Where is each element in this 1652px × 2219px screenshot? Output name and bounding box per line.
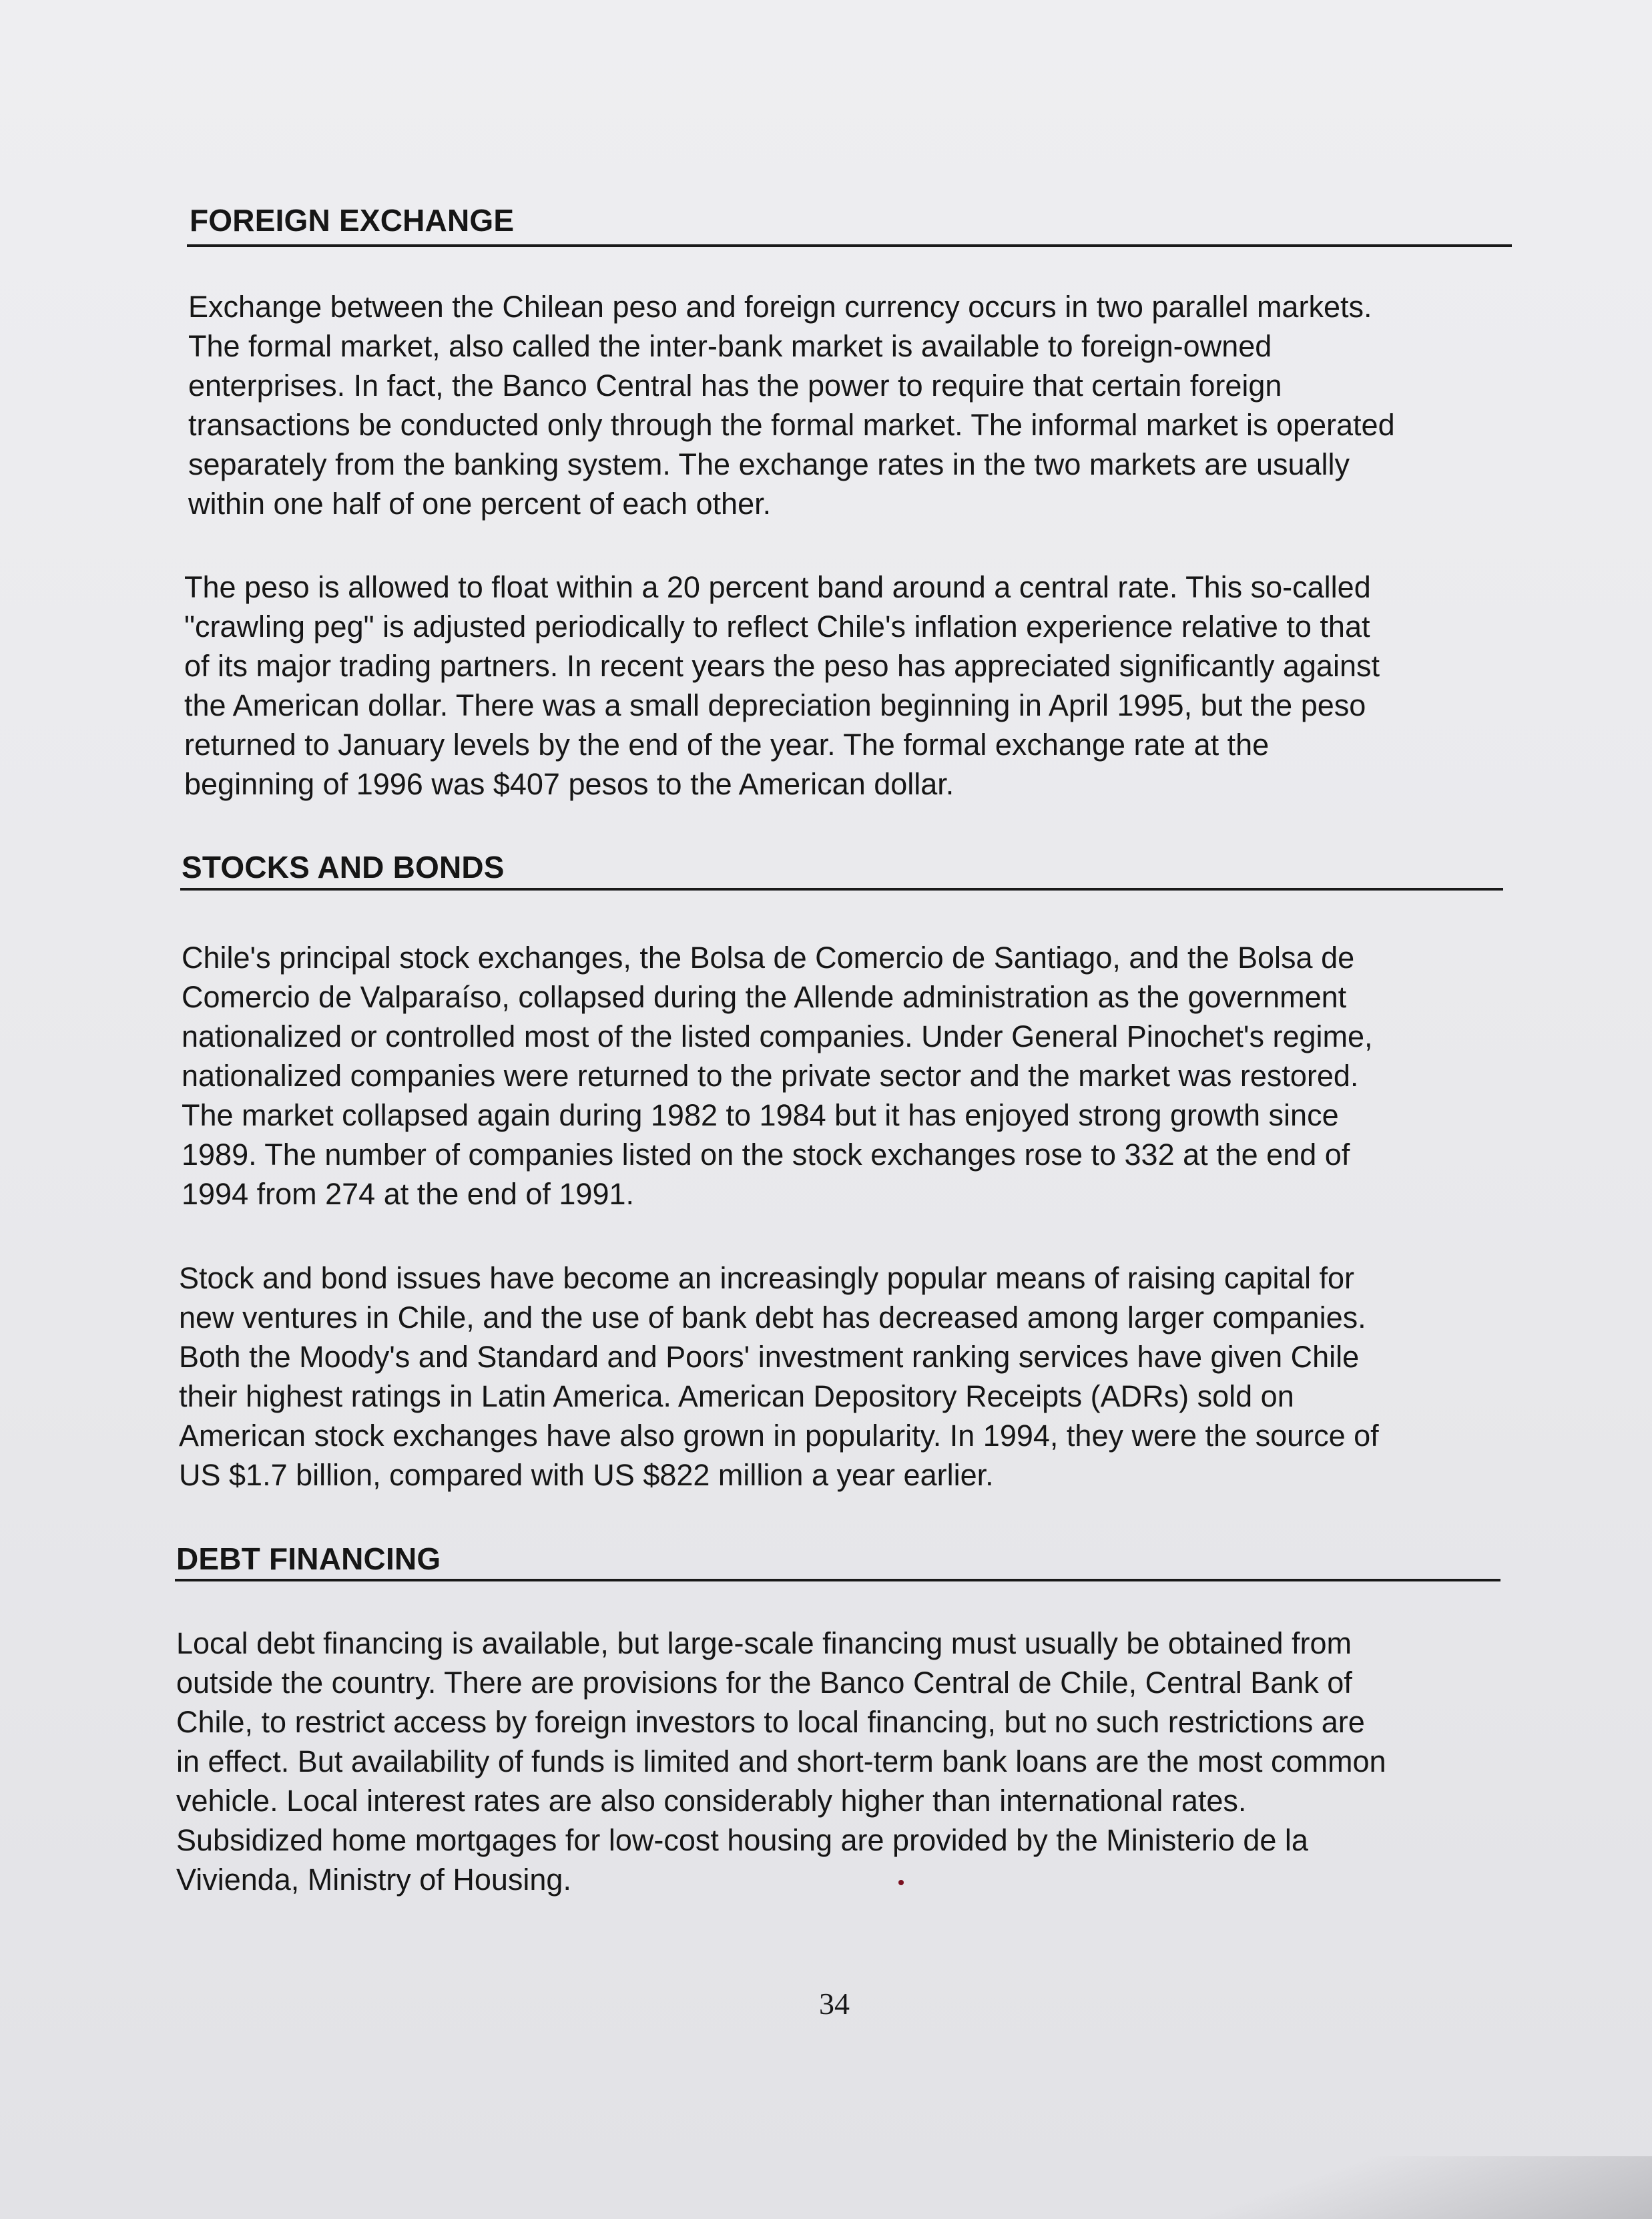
text-line: The market collapsed again during 1982 to 1984 but it has enjoyed strong growth since [182, 1098, 1339, 1132]
page-number: 34 [819, 1987, 850, 2021]
text-line: Chile, to restrict access by foreign investors to local financing, but no such restrictions are [176, 1705, 1365, 1739]
section-rule [187, 244, 1512, 247]
text-line: the American dollar. There was a small depreciation beginning in April 1995, but the peso [184, 688, 1366, 722]
paragraph [184, 567, 1380, 804]
section-rule [175, 1579, 1500, 1581]
ink-speck [898, 1880, 904, 1885]
text-line: outside the country. There are provisions for the Banco Central de Chile, Central Bank of [176, 1666, 1352, 1700]
text-line: Subsidized home mortgages for low-cost housing are provided by the Ministerio de la [176, 1823, 1308, 1857]
text-line: Both the Moody's and Standard and Poors' investment ranking services have given Chile [179, 1340, 1360, 1374]
text-line: of its major trading partners. In recent years the peso has appreciated significantly against [184, 649, 1380, 683]
text-line: Stock and bond issues have become an increasingly popular means of raising capital for [179, 1261, 1355, 1295]
text-line: The formal market, also called the inter-bank market is available to foreign-owned [188, 329, 1272, 363]
paragraph [179, 1258, 1379, 1495]
text-line: Comercio de Valparaíso, collapsed during the Allende administration as the government [182, 980, 1347, 1014]
text-line: Vivienda, Ministry of Housing. [176, 1863, 571, 1897]
paragraph [182, 938, 1373, 1214]
page-shadow [1168, 2156, 1652, 2219]
text-line: Local debt financing is available, but large-scale financing must usually be obtained from [176, 1626, 1352, 1660]
text-line: their highest ratings in Latin America. American Depository Receipts (ADRs) sold on [179, 1379, 1294, 1413]
text-line: within one half of one percent of each other. [188, 487, 772, 521]
text-line: nationalized companies were returned to the private sector and the market was restored. [182, 1059, 1359, 1093]
section-heading-foreign-exchange: FOREIGN EXCHANGE [190, 203, 515, 238]
text-line: Exchange between the Chilean peso and foreign currency occurs in two parallel markets. [188, 290, 1372, 324]
paragraph [188, 287, 1395, 523]
text-line: transactions be conducted only through the formal market. The informal market is operated [188, 408, 1395, 442]
section-rule [180, 888, 1503, 891]
text-line: nationalized or controlled most of the listed companies. Under General Pinochet's regime, [182, 1019, 1373, 1053]
text-line: American stock exchanges have also grown in popularity. In 1994, they were the source of [179, 1419, 1379, 1453]
text-line: "crawling peg" is adjusted periodically to reflect Chile's inflation experience relative to that [184, 609, 1370, 644]
text-line: enterprises. In fact, the Banco Central has the power to require that certain foreign [188, 368, 1282, 403]
text-line: vehicle. Local interest rates are also considerably higher than international rates. [176, 1784, 1247, 1818]
text-line: beginning of 1996 was $407 pesos to the American dollar. [184, 767, 954, 801]
section-heading-debt-financing: DEBT FINANCING [176, 1541, 441, 1576]
text-line: 1994 from 274 at the end of 1991. [182, 1177, 635, 1211]
text-line: in effect. But availability of funds is limited and short-term bank loans are the most common [176, 1744, 1386, 1778]
section-heading-stocks-and-bonds: STOCKS AND BONDS [182, 850, 505, 885]
text-line: Chile's principal stock exchanges, the Bolsa de Comercio de Santiago, and the Bolsa de [182, 941, 1355, 975]
text-line: separately from the banking system. The exchange rates in the two markets are usually [188, 447, 1350, 481]
paragraph [176, 1624, 1386, 1899]
text-line: US $1.7 billion, compared with US $822 million a year earlier. [179, 1458, 994, 1492]
text-line: returned to January levels by the end of the year. The formal exchange rate at the [184, 728, 1270, 762]
text-line: new ventures in Chile, and the use of bank debt has decreased among larger companies. [179, 1300, 1366, 1334]
text-line: 1989. The number of companies listed on the stock exchanges rose to 332 at the end of [182, 1138, 1350, 1172]
text-line: The peso is allowed to float within a 20 percent band around a central rate. This so-called [184, 570, 1371, 604]
